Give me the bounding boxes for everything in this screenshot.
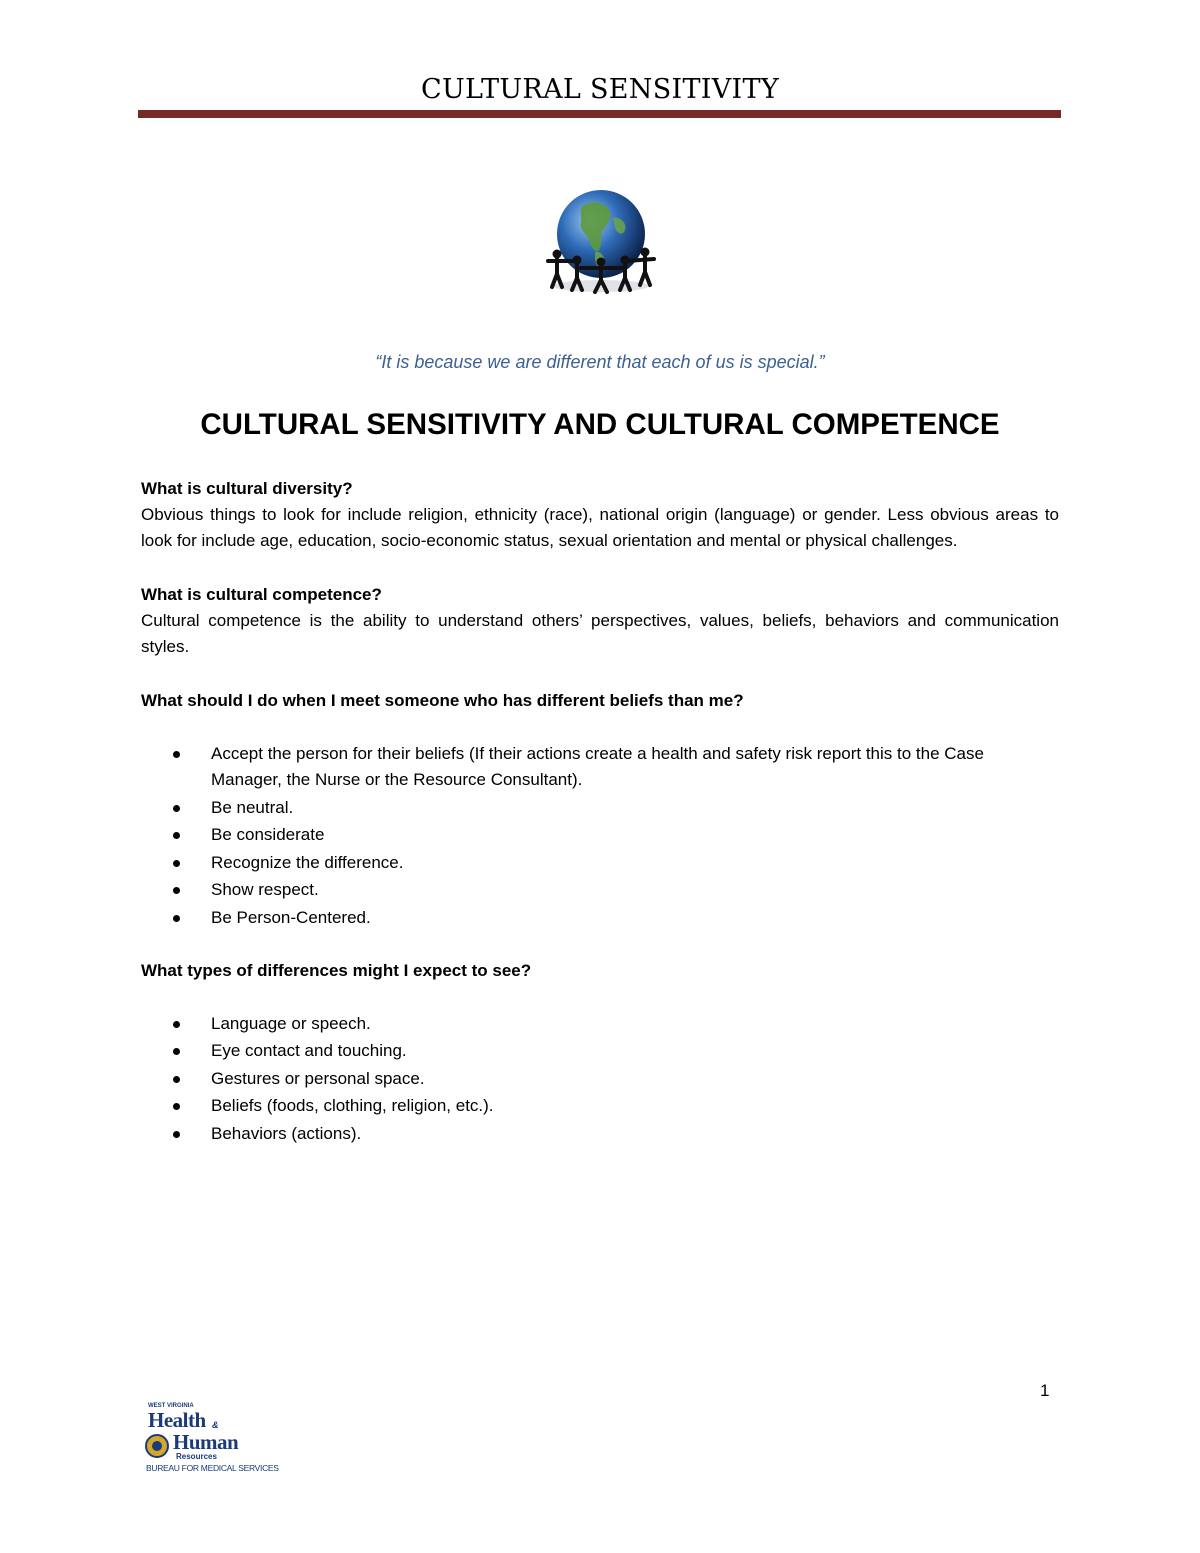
header-rule xyxy=(138,110,1061,118)
logo-resources-text: Resources xyxy=(176,1452,217,1461)
logo-ampersand: & xyxy=(212,1420,219,1430)
list-item xyxy=(141,905,1059,931)
state-seal-icon xyxy=(145,1434,169,1458)
list-item-text: Recognize the difference. xyxy=(211,852,404,872)
globe-with-people-icon xyxy=(543,188,659,298)
list-item-text: Gestures or personal space. xyxy=(211,1068,425,1088)
question-cultural-competence: What is cultural competence? xyxy=(141,585,382,604)
bullet-icon xyxy=(173,1103,180,1110)
answer-cultural-competence: Cultural competence is the ability to understand others’ perspectives, values, beliefs, behaviors and communication styles. xyxy=(141,611,1059,656)
list-item xyxy=(141,822,1059,848)
list-item-text: Be neutral. xyxy=(211,797,294,817)
list-item-text: Accept the person for their beliefs (If their actions create a health and safety risk report this to the Case Manager, the Nurse or the Resource Consultant). xyxy=(211,744,984,789)
logo-bureau-text: BUREAU FOR MEDICAL SERVICES xyxy=(146,1463,279,1473)
list-item-text: Show respect. xyxy=(211,880,319,899)
question-different-beliefs: What should I do when I meet someone who has different beliefs than me? xyxy=(141,691,744,710)
list-item-text: Language or speech. xyxy=(211,1013,371,1033)
bullet-icon xyxy=(173,860,180,867)
logo-health-text: Health xyxy=(148,1408,206,1432)
question-cultural-diversity: What is cultural diversity? xyxy=(141,479,353,498)
question-types-of-differences: What types of differences might I expect to see? xyxy=(141,960,532,980)
beliefs-list xyxy=(141,741,1059,931)
document-body xyxy=(141,476,1059,1148)
differences-list xyxy=(141,1011,1059,1147)
list-item-text: Beliefs (foods, clothing, religion, etc.). xyxy=(211,1096,494,1115)
page-header-title: CULTURAL SENSITIVITY xyxy=(421,74,779,105)
quote: “It is because we are different that each of us is special.” xyxy=(375,352,825,372)
bullet-icon xyxy=(173,805,180,812)
bullet-icon xyxy=(173,915,180,922)
list-item xyxy=(141,1093,1059,1119)
wv-dhhr-logo xyxy=(144,1403,279,1478)
list-item xyxy=(141,1066,1059,1092)
bullet-icon xyxy=(173,1021,180,1028)
list-item xyxy=(141,741,1059,793)
list-item-text: Be considerate xyxy=(211,825,325,844)
logo-human-text: Human xyxy=(173,1430,239,1454)
list-item xyxy=(141,850,1059,876)
list-item xyxy=(141,877,1059,903)
list-item xyxy=(141,795,1059,821)
list-item-text: Be Person-Centered. xyxy=(211,907,371,927)
logo-state-text: WEST VIRGINIA xyxy=(148,1403,194,1409)
bullet-icon xyxy=(173,1131,180,1138)
bullet-icon xyxy=(173,1048,180,1055)
list-item xyxy=(141,1121,1059,1147)
globe-illustration xyxy=(543,188,659,298)
list-item-text: Eye contact and touching. xyxy=(211,1041,407,1060)
bullet-icon xyxy=(173,751,180,758)
page-number: 1 xyxy=(1040,1381,1050,1400)
list-item-text: Behaviors (actions). xyxy=(211,1123,362,1143)
page-title: CULTURAL SENSITIVITY AND CULTURAL COMPETENCE xyxy=(200,408,1000,441)
list-item xyxy=(141,1038,1059,1064)
bullet-icon xyxy=(173,1076,180,1083)
bullet-icon xyxy=(173,832,180,839)
list-item xyxy=(141,1011,1059,1037)
bullet-icon xyxy=(173,887,180,894)
answer-cultural-diversity: Obvious things to look for include religion, ethnicity (race), national origin (language) or gender. Less obvious areas to look for include age, education, socio-economic status, sexual orientation and mental or physical challenges. xyxy=(141,505,1059,550)
